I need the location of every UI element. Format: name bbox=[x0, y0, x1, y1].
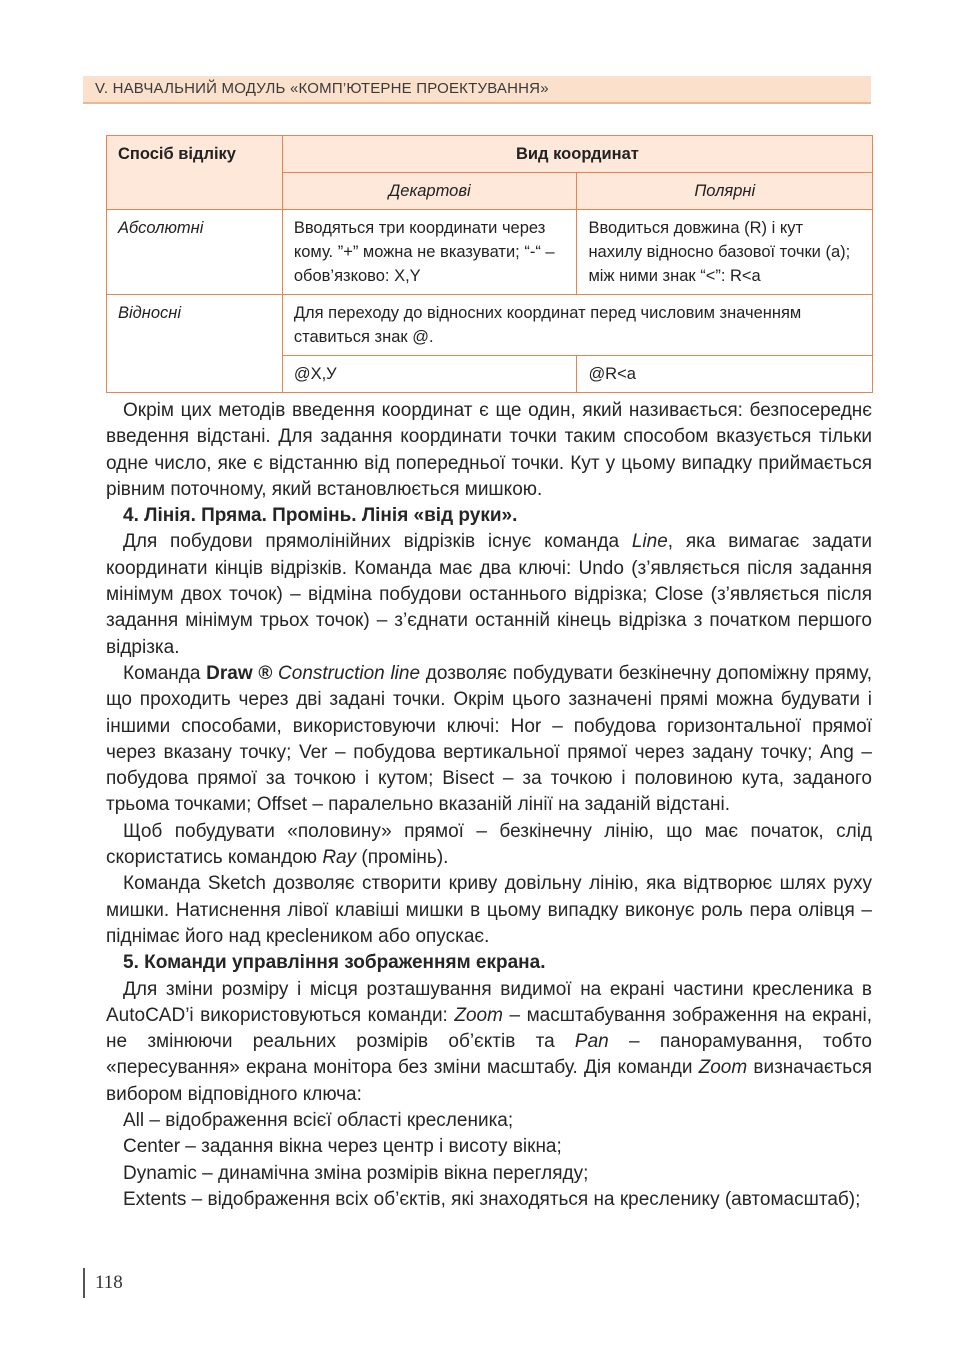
row-absolute-polar: Вводиться довжина (R) і кут нахилу відносно базової точки (а); між ними знак “<”: R<a bbox=[577, 210, 873, 295]
section-header-band bbox=[83, 76, 871, 104]
paragraph: Команда Sketch дозволяє створити криву довільну лінію, яка відтворює шлях руху мишки. Натиснення лівої клавіші мишки в цьому випадку виконує роль пера олівця – піднімає його над кресleником або опускає. bbox=[106, 873, 872, 947]
table-subheader-polar: Полярні bbox=[577, 173, 873, 210]
table-header-method: Спосіб відліку bbox=[107, 136, 283, 210]
row-relative-label: Відносні bbox=[107, 295, 283, 393]
paragraph: Команда Draw ® Construction line дозволяє побудувати безкінечну допоміжну пряму, що проходить через дві задані точки. Окрім цього зазначені прямі можна будувати і іншими способами, використовуючи ключі: Hor – побудова горизонтальної прямої через вказану точку; Ver – побудова вертикальної прямої через задану точку; Ang – побудова прямої за точкою і кутом; Bisect – за точкою і половиною кута, заданого трьома точками; Offset – паралельно вказаній лінії на заданій відстані. bbox=[106, 662, 872, 816]
section-title: V. НАВЧАЛЬНИЙ МОДУЛЬ «КОМП’ЮТЕРНЕ ПРОЕКТУВАННЯ» bbox=[95, 80, 549, 97]
table-header-type: Вид координат bbox=[282, 136, 872, 173]
section-heading-5: 5. Команди управління зображенням екрана. bbox=[123, 952, 546, 974]
row-relative-cartesian: @X,У bbox=[282, 356, 577, 393]
list-item: Dynamic – динамічна зміна розмірів вікна перегляду; bbox=[123, 1162, 589, 1184]
row-absolute-cartesian: Вводяться три координати через кому. ”+” можна не вказувати; “-“ – обов’язково: X,Y bbox=[282, 210, 577, 295]
row-absolute-label: Абсолютні bbox=[107, 210, 283, 295]
list-item: Center – задання вікна через центр і висоту вікна; bbox=[123, 1136, 562, 1158]
list-item: Extents – відображення всіх об’єктів, які знаходяться на кресленику (автомасштаб); bbox=[123, 1188, 861, 1210]
paragraph: Окрім цих методів введення координат є ще один, який називається: безпосереднє введення відстані. Для задання координати точки таким способом вказується тільки одне число, яке є відстанню від попередньої точки. Кут у цьому випадку приймається рівним поточному, який встановлюється мишкою. bbox=[106, 400, 872, 500]
list-item: All – відображення всієї області кресленика; bbox=[123, 1110, 514, 1132]
row-relative-polar: @R<a bbox=[577, 356, 873, 393]
paragraph: Для зміни розміру і місця розташування видимої на екрані частини кресленика в AutoCAD’і використовуються команди: Zoom – масштабування зображення на екрані, не змінюючи реальних розмірів об’єктів та Pan – панорамування, тобто «пересування» екрана монітора без зміни масштабу. Дія команди Zoom визначається вибором відповідного ключа: bbox=[106, 978, 872, 1105]
page-number: 118 bbox=[83, 1268, 123, 1298]
body-text bbox=[106, 398, 872, 1213]
row-relative-note: Для переходу до відносних координат перед числовим значенням ставиться знак @. bbox=[282, 295, 872, 356]
table-subheader-cartesian: Декартові bbox=[282, 173, 577, 210]
paragraph: Щоб побудувати «половину» прямої – безкінечну лінію, що має початок, слід скористатись командою Ray (промінь). bbox=[106, 820, 872, 869]
coordinates-table bbox=[106, 135, 873, 393]
paragraph: Для побудови прямолінійних відрізків існує команда Line, яка вимагає задати координати кінців відрізків. Команда має два ключі: Undo (з’являється після задання мінімум двох точок) – відміна побудови останнього відрізка; Close (з’являється після задання мінімум трьох точок) – з’єднати останній кінець відрізка з початком першого відрізка. bbox=[106, 531, 872, 658]
section-heading-4: 4. Лінія. Пряма. Промінь. Лінія «від руки». bbox=[123, 505, 518, 527]
